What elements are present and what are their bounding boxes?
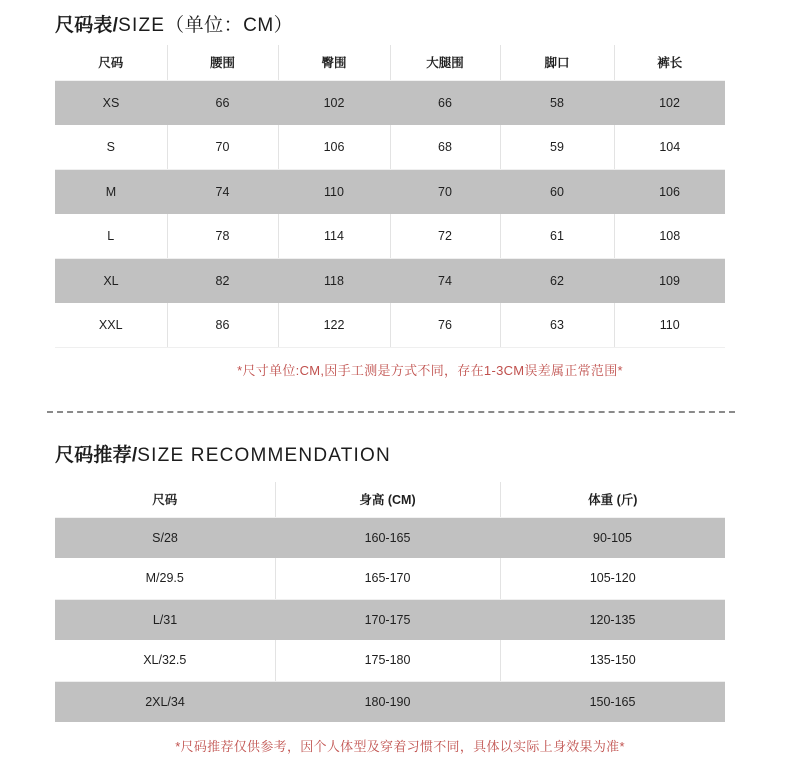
size-recommendation-heading-separator: / xyxy=(131,445,138,466)
cell-value: 74 xyxy=(390,258,500,303)
column-header-thigh: 大腿围 xyxy=(390,45,500,80)
cell-value: 59 xyxy=(500,125,614,170)
cell-value: 110 xyxy=(278,169,390,214)
table-row xyxy=(55,169,725,214)
cell-value: 68 xyxy=(390,125,500,170)
column-header-waist: 腰围 xyxy=(167,45,278,80)
cell-value: 66 xyxy=(390,80,500,125)
column-header-size: 尺码 xyxy=(55,482,275,517)
table-row xyxy=(55,125,725,170)
cell-size: M/29.5 xyxy=(55,558,275,599)
size-chart-note: *尺寸单位:CM,因手工测是方式不同，存在1-3CM误差属正常范围* xyxy=(237,363,623,378)
cell-value: 109 xyxy=(614,258,725,303)
size-measurements-body xyxy=(55,80,725,347)
cell-size: L xyxy=(55,214,167,259)
table-row xyxy=(55,80,725,125)
cell-size: S/28 xyxy=(55,517,275,558)
cell-value: 82 xyxy=(167,258,278,303)
column-header-height: 身高 (CM) xyxy=(275,482,500,517)
cell-value: 110 xyxy=(614,303,725,348)
cell-size: L/31 xyxy=(55,599,275,640)
column-header-hip: 臀围 xyxy=(278,45,390,80)
cell-value: 72 xyxy=(390,214,500,259)
cell-value: 165-170 xyxy=(275,558,500,599)
table-row xyxy=(55,558,725,599)
cell-value: 175-180 xyxy=(275,640,500,681)
cell-size: M xyxy=(55,169,167,214)
cell-value: 180-190 xyxy=(275,681,500,722)
cell-value: 60 xyxy=(500,169,614,214)
cell-value: 150-165 xyxy=(500,681,725,722)
column-header-pant-length: 裤长 xyxy=(614,45,725,80)
cell-value: 61 xyxy=(500,214,614,259)
column-header-weight: 体重 (斤) xyxy=(500,482,725,517)
cell-size: XS xyxy=(55,80,167,125)
cell-size: XXL xyxy=(55,303,167,348)
cell-value: 105-120 xyxy=(500,558,725,599)
table-row xyxy=(55,258,725,303)
table-row xyxy=(55,303,725,348)
size-chart-heading xyxy=(55,10,293,37)
cell-value: 170-175 xyxy=(275,599,500,640)
cell-value: 70 xyxy=(390,169,500,214)
column-header-leg-opening: 脚口 xyxy=(500,45,614,80)
size-recommendation-table xyxy=(55,482,725,722)
cell-value: 114 xyxy=(278,214,390,259)
size-recommendation-heading-en: SIZE RECOMMENDATION xyxy=(137,445,391,466)
size-chart-heading-cn: 尺码表 xyxy=(55,15,113,36)
cell-value: 122 xyxy=(278,303,390,348)
size-recommendation-heading-cn: 尺码推荐 xyxy=(55,445,132,466)
cell-value: 63 xyxy=(500,303,614,348)
table-header-row xyxy=(55,482,725,517)
size-chart-heading-unit: （单位：CM） xyxy=(165,15,294,36)
size-recommendation-body xyxy=(55,517,725,722)
cell-value: 102 xyxy=(278,80,390,125)
table-row xyxy=(55,681,725,722)
table-header-row xyxy=(55,45,725,80)
cell-value: 78 xyxy=(167,214,278,259)
cell-size: XL/32.5 xyxy=(55,640,275,681)
cell-value: 58 xyxy=(500,80,614,125)
cell-value: 106 xyxy=(278,125,390,170)
cell-value: 86 xyxy=(167,303,278,348)
cell-value: 104 xyxy=(614,125,725,170)
cell-value: 90-105 xyxy=(500,517,725,558)
cell-value: 102 xyxy=(614,80,725,125)
cell-value: 62 xyxy=(500,258,614,303)
cell-value: 135-150 xyxy=(500,640,725,681)
column-header-size: 尺码 xyxy=(55,45,167,80)
cell-value: 108 xyxy=(614,214,725,259)
table-row xyxy=(55,517,725,558)
cell-value: 118 xyxy=(278,258,390,303)
cell-size: XL xyxy=(55,258,167,303)
cell-value: 120-135 xyxy=(500,599,725,640)
cell-value: 106 xyxy=(614,169,725,214)
cell-value: 66 xyxy=(167,80,278,125)
size-recommendation-heading xyxy=(55,440,391,467)
size-measurements-table xyxy=(55,45,725,348)
cell-value: 74 xyxy=(167,169,278,214)
table-row xyxy=(55,599,725,640)
table-row xyxy=(55,640,725,681)
size-chart-heading-separator: / xyxy=(112,15,119,36)
cell-size: S xyxy=(55,125,167,170)
cell-value: 160-165 xyxy=(275,517,500,558)
size-chart-heading-en: SIZE xyxy=(118,15,166,36)
section-divider xyxy=(47,411,735,413)
size-recommendation-note: *尺码推荐仅供参考，因个人体型及穿着习惯不同，具体以实际上身效果为准* xyxy=(175,739,625,754)
cell-size: 2XL/34 xyxy=(55,681,275,722)
cell-value: 76 xyxy=(390,303,500,348)
table-row xyxy=(55,214,725,259)
cell-value: 70 xyxy=(167,125,278,170)
